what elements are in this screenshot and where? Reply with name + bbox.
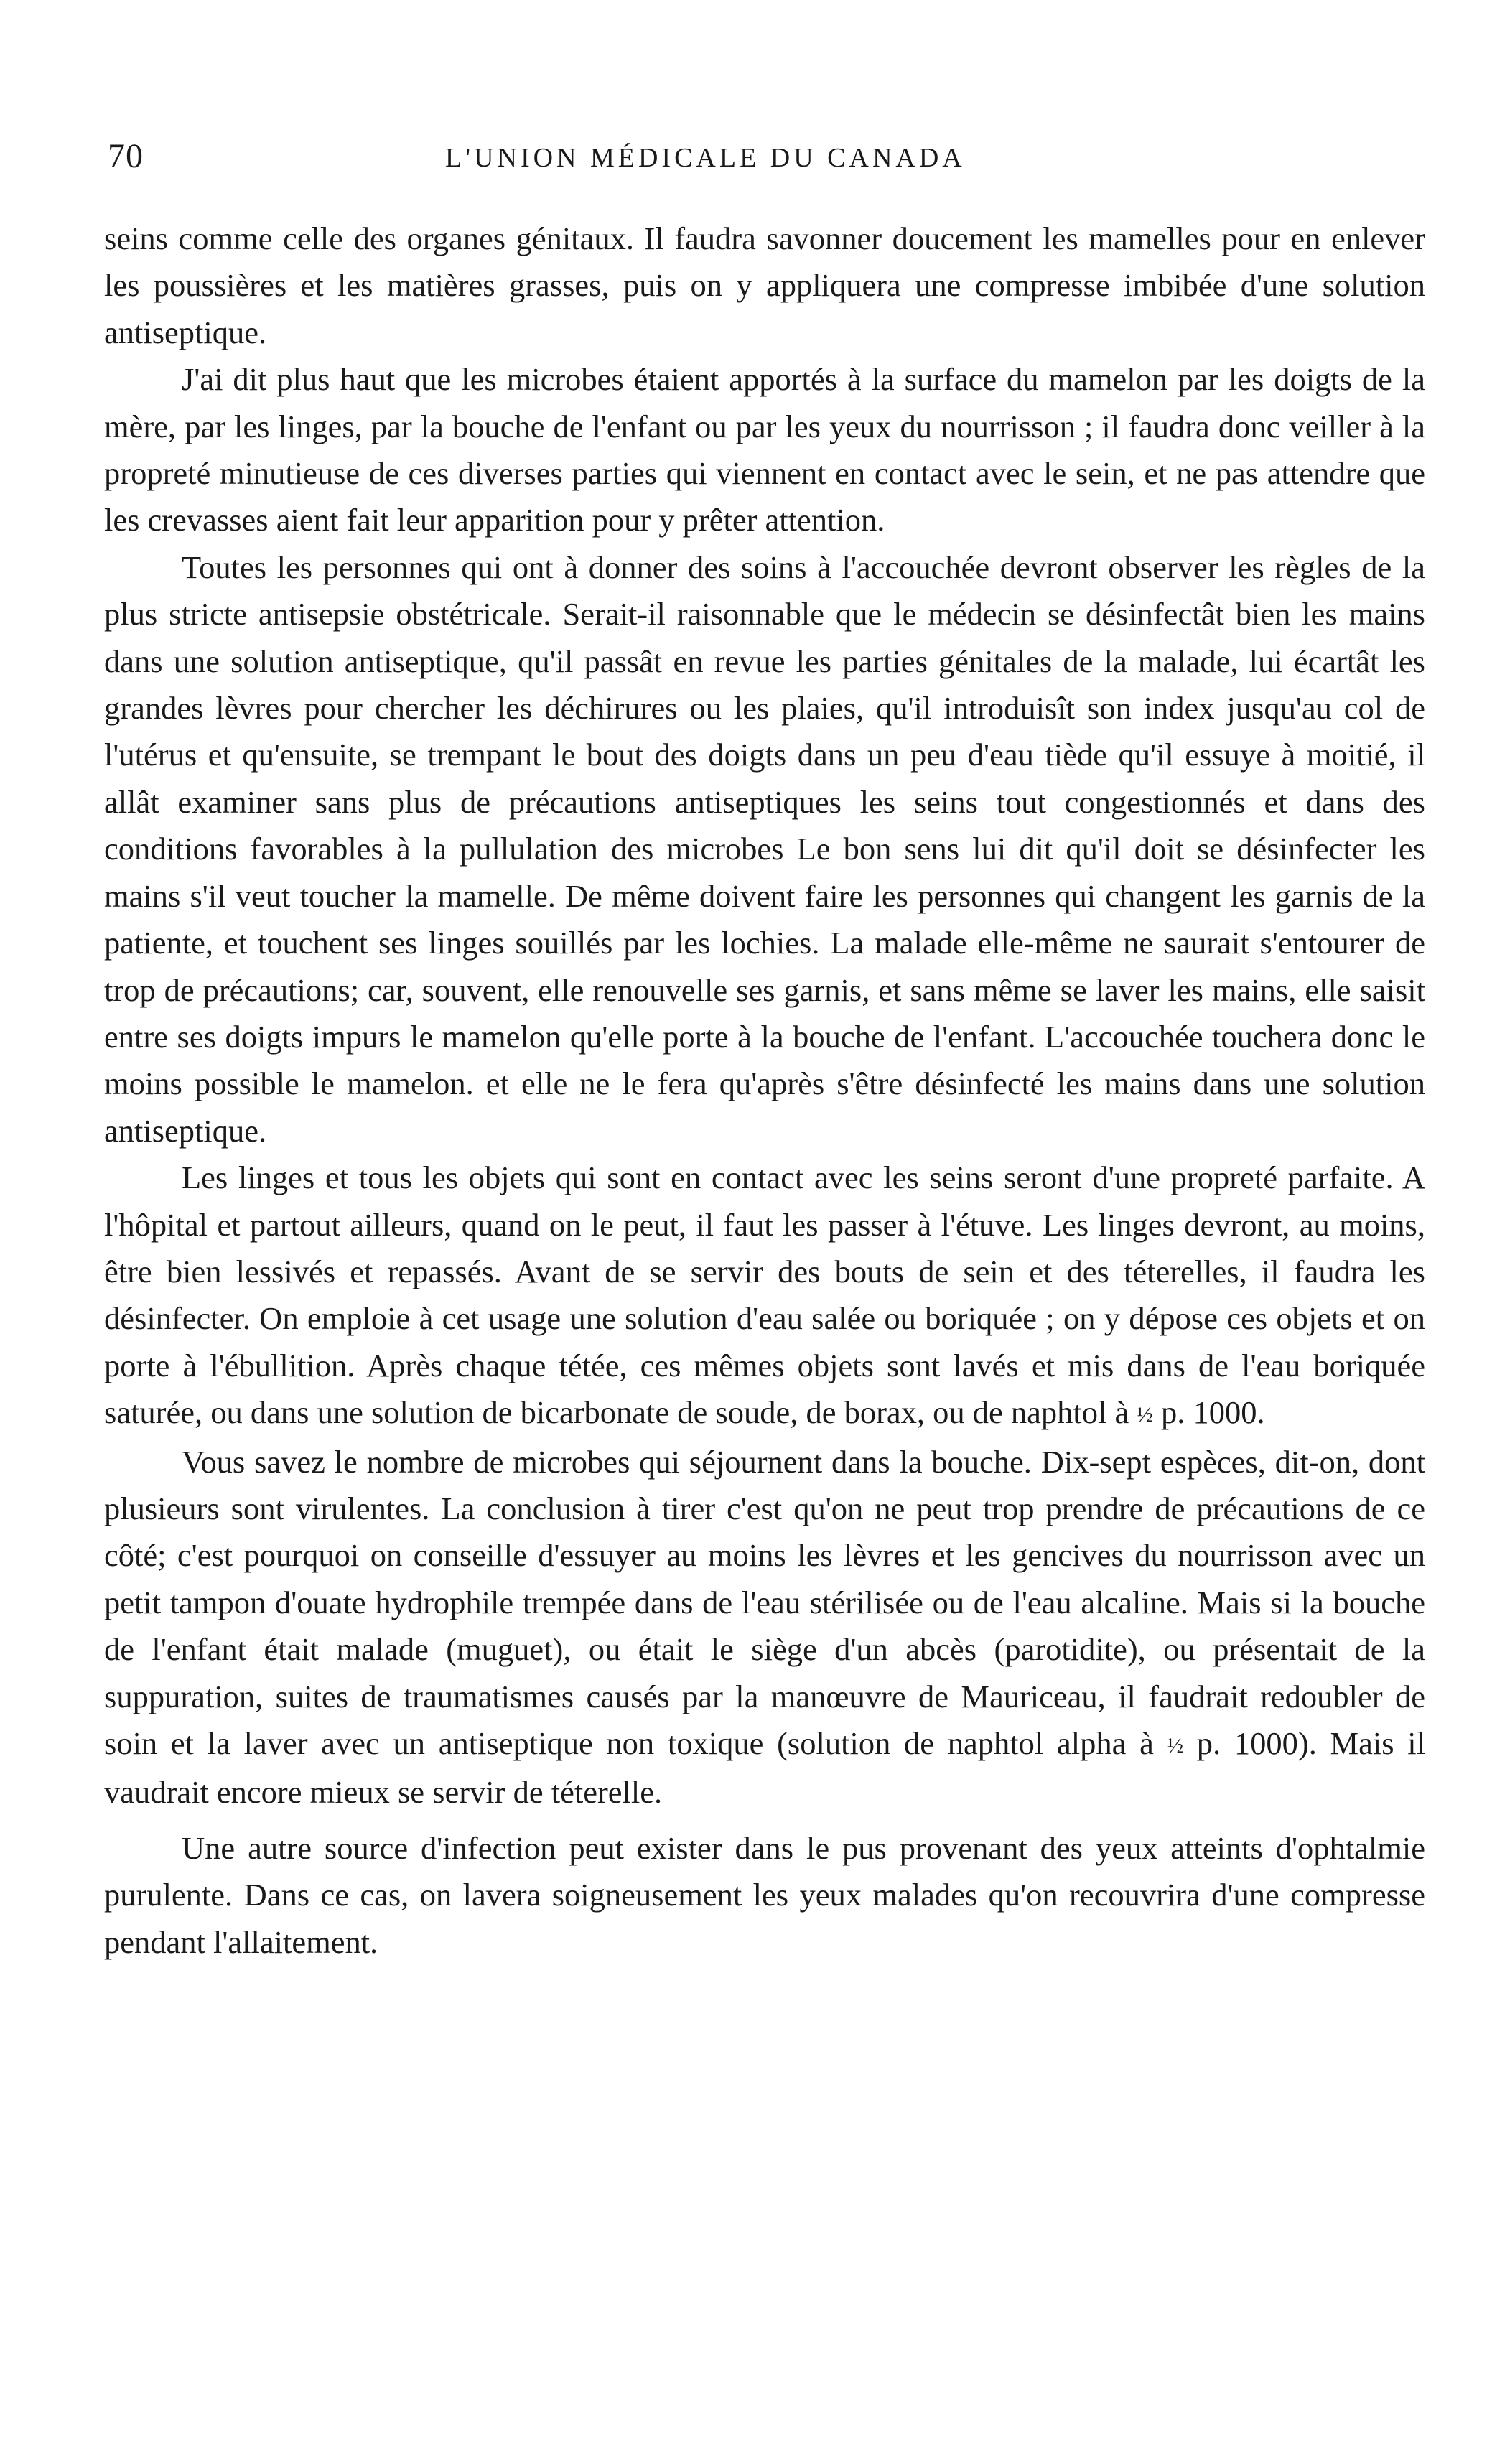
page-header bbox=[108, 135, 1429, 178]
paragraph-tail: p. 1000). Mais il vaudrait encore mieux se servir de téterelle. bbox=[104, 1725, 1426, 1811]
paragraph-text: Vous savez le nombre de microbes qui séjournent dans la bouche. Dix-sept espèces, dit-on, dont plusieurs sont virulentes. La conclusion à tirer c'est qu'on ne peut trop prendre de précautions de ce côté; c'est pourquoi on conseille d'essuyer au moins les lèvres et les gencives du nourrisson avec un petit tampon d'ouate hydrophile trempée dans de l'eau stérilisée ou de l'eau alcaline. Mais si la bouche de l'enfant était malade (muguet), ou était le siège d'un abcès (parotidite), ou présentait de la suppuration, suites de traumatismes causés par la manœuvre de Mauriceau, il faudrait redoubler de soin et la laver avec un antiseptique non toxique (solution de naphtol alpha à bbox=[104, 1443, 1425, 1761]
paragraph-text: Toutes les personnes qui ont à donner des soins à l'accouchée devront observer les règles de la plus stricte antisepsie obstétricale. Serait-il raisonnable que le médecin se désinfectât bien les mains dans une solution antiseptique, qu'il passât en revue les parties génitales de la malade, lui écartât les grandes lèvres pour chercher les déchirures ou les plaies, qu'il introduisît son index jusqu'au col de l'utérus et qu'ensuite, se trempant le bout des doigts dans un peu d'eau tiède qu'il essuye à moitié, il allât examiner sans plus de précautions antiseptiques les seins tout congestionnés et dans des conditions favorables à la pullulation des microbes Le bon sens lui dit qu'il doit se désinfecter les mains s'il veut toucher la mamelle. De même doivent faire les personnes qui changent les garnis de la patiente, et touchent ses linges souillés par les lochies. La malade elle-même ne saurait s'entourer de trop de précautions; car, souvent, elle renouvelle ses garnis, et sans même se laver les mains, elle saisit entre ses doigts impurs le mamelon qu'elle porte à la bouche de l'enfant. L'accouchée touchera donc le moins possible le mamelon. et elle ne le fera qu'après s'être désinfecté les mains dans une solution antiseptique. bbox=[104, 549, 1425, 1149]
fraction: ½ bbox=[1137, 1403, 1153, 1427]
paragraph-tail: p. 1000. bbox=[1152, 1394, 1265, 1431]
paragraph bbox=[104, 356, 1425, 544]
fraction: ½ bbox=[1167, 1734, 1184, 1758]
paragraph-text: seins comme celle des organes génitaux. Il faudra savonner doucement les mamelles pour en enlever les poussières et les matières grasses, puis on y appliquera une compresse imbibée d'une solution antiseptique. bbox=[104, 220, 1425, 350]
paragraph bbox=[104, 1439, 1425, 1816]
paragraph bbox=[104, 215, 1425, 356]
paragraph-text: Les linges et tous les objets qui sont en contact avec les seins seront d'une propreté parfaite. A l'hôpital et partout ailleurs, quand on le peut, il faut les passer à l'étuve. Les linges devront, au moins, être bien lessivés et repassés. Avant de se servir des bouts de sein et des téterelles, il faudra les désinfecter. On emploie à cet usage une solution d'eau salée ou boriquée ; on y dépose ces objets et on porte à l'ébullition. Après chaque tétée, ces mêmes objets sont lavés et mis dans de l'eau boriquée saturée, ou dans une solution de bicarbonate de soude, de borax, ou de naphtol à bbox=[104, 1159, 1425, 1431]
paragraph bbox=[104, 1825, 1425, 1966]
paragraph bbox=[104, 544, 1425, 1154]
page-number: 70 bbox=[108, 137, 144, 175]
body-text bbox=[104, 215, 1425, 1966]
paragraph-text: J'ai dit plus haut que les microbes étaient apportés à la surface du mamelon par les doigts de la mère, par les linges, par la bouche de l'enfant ou par les yeux du nourrisson ; il faudra donc veiller à la propreté minutieuse de ces diverses parties qui viennent en contact avec le sein, et ne pas attendre que les crevasses aient fait leur apparition pour y prêter attention. bbox=[104, 361, 1425, 538]
running-title: L'UNION MÉDICALE DU CANADA bbox=[445, 143, 966, 173]
paragraph bbox=[104, 1154, 1425, 1438]
paragraph-text: Une autre source d'infection peut exister dans le pus provenant des yeux atteints d'ophtalmie purulente. Dans ce cas, on lavera soigneusement les yeux malades qu'on recouvrira d'une compresse pendant l'allaitement. bbox=[104, 1829, 1425, 1960]
